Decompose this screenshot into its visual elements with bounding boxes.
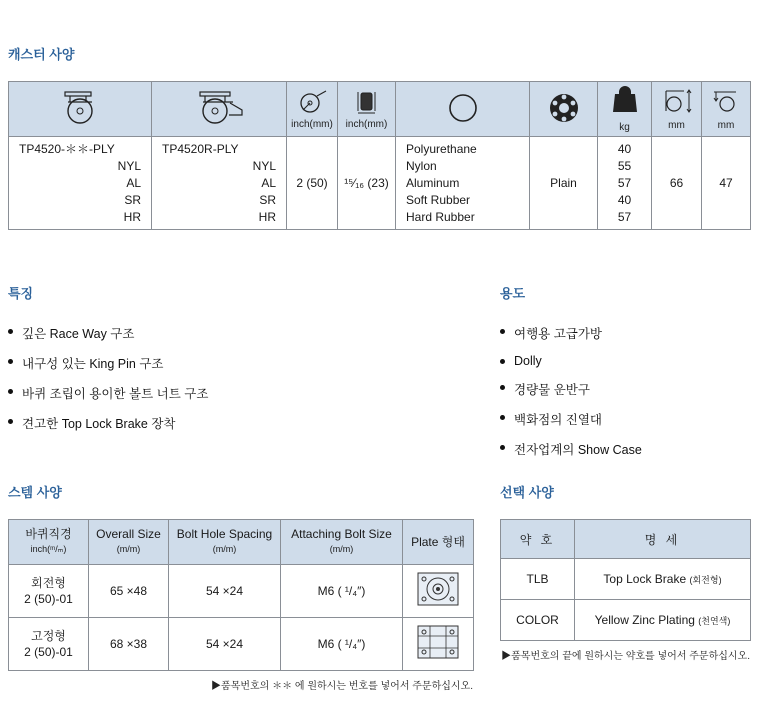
cell-model-right (152, 137, 287, 230)
list-item: 전자업계의 Show Case (500, 440, 750, 458)
height-unit: mm (668, 119, 685, 131)
cell-loads (598, 137, 652, 230)
model-right-line-3: SR (259, 192, 276, 207)
stem-spec-table (8, 519, 474, 671)
uses-list (500, 324, 750, 458)
option-row0-desc: Top Lock Brake (603, 572, 687, 586)
wheel-diameter-icon (295, 89, 329, 115)
caster-spec-section (8, 44, 750, 230)
table-row (501, 600, 751, 641)
cell-model-left (9, 137, 152, 230)
stem-note: ▶품목번호의 ＊＊ 에 원하시는 번호를 넣어서 주문하십시오. (211, 681, 473, 692)
load-line-4: 57 (617, 209, 632, 224)
stem-header-overall (89, 520, 169, 565)
cell-materials (396, 137, 530, 230)
header-material (396, 82, 530, 137)
model-right-line-1: NYL (252, 158, 276, 173)
brake-caster-icon (186, 89, 252, 127)
stem-row0-overall: 65 ×48 (89, 565, 169, 618)
stem-row0-spacing: 54 ×24 (169, 565, 281, 618)
cell-height: 66 (652, 137, 702, 230)
option-header-desc: 명 세 (575, 520, 751, 559)
cell-tread: ¹⁵⁄₁₆ (23) (338, 137, 396, 230)
option-row1-code: COLOR (501, 600, 575, 641)
stem-header-diameter-unit: inch(ᵐ/ₘ) (30, 544, 67, 554)
stem-header-bolt (281, 520, 403, 565)
model-right-lines (152, 141, 286, 226)
swivel-plate-icon (412, 569, 464, 609)
option-spec-section (500, 482, 750, 662)
cell-offset: 47 (702, 137, 751, 230)
model-left-line-2: AL (126, 175, 141, 190)
stem-header-bolt-label: Attaching Bolt Size (291, 527, 392, 541)
header-height (652, 82, 702, 137)
load-line-3: 40 (617, 192, 632, 207)
header-model-swivel (9, 82, 152, 137)
table-row (9, 565, 474, 618)
material-line-0: Polyurethane (406, 141, 477, 156)
stem-header-spacing-label: Bolt Hole Spacing (176, 527, 273, 541)
load-line-0: 40 (617, 141, 632, 156)
option-spec-table (500, 519, 751, 641)
option-row0-code: TLB (501, 559, 575, 600)
bearing-icon (544, 88, 584, 128)
load-capacity-icon (610, 86, 640, 118)
features-title: 특징 (8, 286, 34, 301)
rigid-plate-icon (412, 622, 464, 662)
material-lines (396, 141, 529, 226)
load-line-1: 55 (617, 158, 632, 173)
list-item: 견고한 Top Lock Brake 장착 (8, 414, 368, 432)
stem-row0-type-label: 회전형 (31, 576, 66, 590)
spec-table-body-row (9, 137, 751, 230)
spec-table-header-row (9, 82, 751, 137)
option-section-title: 선택 사양 (500, 485, 554, 500)
stem-header-bolt-unit: (m/m) (329, 544, 354, 554)
stem-table-header-row (9, 520, 474, 565)
stem-row0-plate (403, 565, 474, 618)
header-wheel-size (287, 82, 338, 137)
list-item: 여행용 고급가방 (500, 324, 750, 342)
model-right-line-0: TP4520R-PLY (162, 141, 239, 156)
model-left-line-0: TP4520-＊＊-PLY (19, 141, 115, 156)
option-row1-desc-cell (575, 600, 751, 641)
stem-row0-size: 2 (50)-01 (24, 592, 73, 606)
wheel-size-unit: inch(mm) (291, 118, 333, 130)
load-line-2: 57 (617, 175, 632, 190)
stem-row1-type (9, 618, 89, 671)
wheel-ring-icon (443, 88, 483, 128)
material-line-3: Soft Rubber (406, 192, 471, 207)
list-item: 바퀴 조립이 용이한 볼트 너트 구조 (8, 384, 368, 402)
model-left-line-4: HR (123, 209, 141, 224)
tread-unit: inch(mm) (345, 118, 388, 130)
stem-row1-bolt: M6 ( ¹/₄″) (281, 618, 403, 671)
list-item: 내구성 있는 King Pin 구조 (8, 354, 368, 372)
header-tread-width (338, 82, 396, 137)
model-left-lines (9, 141, 151, 226)
list-item: 경량물 운반구 (500, 380, 750, 398)
features-list (8, 324, 368, 432)
stem-row1-size: 2 (50)-01 (24, 645, 73, 659)
stem-row1-spacing: 54 ×24 (169, 618, 281, 671)
header-load (598, 82, 652, 137)
stem-row0-bolt: M6 ( ¹/₄″) (281, 565, 403, 618)
option-row0-desc-sub: (회전형) (689, 575, 722, 585)
stem-header-overall-label: Overall Size (96, 527, 161, 541)
stem-row1-type-label: 고정형 (31, 629, 66, 643)
stem-row1-plate (403, 618, 474, 671)
table-row (9, 618, 474, 671)
material-line-4: Hard Rubber (406, 209, 475, 224)
option-row0-desc-cell (575, 559, 751, 600)
stem-section-title: 스템 사양 (8, 485, 62, 500)
swivel-radius-icon (709, 88, 743, 116)
material-line-1: Nylon (406, 158, 437, 173)
option-note: ▶품목번호의 끝에 원하시는 약호를 넣어서 주문하십시오. (501, 651, 750, 662)
cell-wheel-size: 2 (50) (287, 137, 338, 230)
list-item: 깊은 Race Way 구조 (8, 324, 368, 342)
uses-section (500, 283, 750, 470)
swivel-caster-icon (55, 89, 105, 127)
offset-unit: mm (717, 119, 735, 131)
stem-row0-type (9, 565, 89, 618)
load-unit: kg (619, 121, 630, 133)
caster-spec-table (8, 81, 751, 230)
stem-row1-overall: 68 ×38 (89, 618, 169, 671)
stem-header-spacing-unit: (m/m) (212, 544, 237, 554)
overall-height-icon (660, 88, 694, 116)
model-left-line-3: SR (124, 192, 141, 207)
features-section (8, 283, 368, 444)
stem-header-overall-unit: (m/m) (116, 544, 141, 554)
header-model-brake (152, 82, 287, 137)
model-right-line-2: AL (261, 175, 276, 190)
table-row (501, 559, 751, 600)
option-table-header-row (501, 520, 751, 559)
list-item: 백화점의 진열대 (500, 410, 750, 428)
model-left-line-1: NYL (117, 158, 141, 173)
stem-header-diameter-label: 바퀴직경 (25, 527, 72, 541)
load-lines (598, 141, 651, 226)
cell-bearing: Plain (530, 137, 598, 230)
list-item: Dolly (500, 354, 750, 368)
stem-spec-section (8, 482, 473, 692)
header-offset (702, 82, 751, 137)
option-header-code: 약 호 (501, 520, 575, 559)
material-line-2: Aluminum (406, 175, 460, 190)
wheel-width-icon (350, 89, 384, 115)
stem-header-spacing (169, 520, 281, 565)
stem-header-diameter (9, 520, 89, 565)
option-row1-desc-sub: (천연색) (698, 616, 731, 626)
spec-section-title: 캐스터 사양 (8, 47, 75, 62)
stem-header-plate: Plate 형태 (403, 520, 474, 565)
option-row1-desc: Yellow Zinc Plating (594, 613, 695, 627)
uses-title: 용도 (500, 286, 526, 301)
header-bearing (530, 82, 598, 137)
model-right-line-4: HR (258, 209, 276, 224)
